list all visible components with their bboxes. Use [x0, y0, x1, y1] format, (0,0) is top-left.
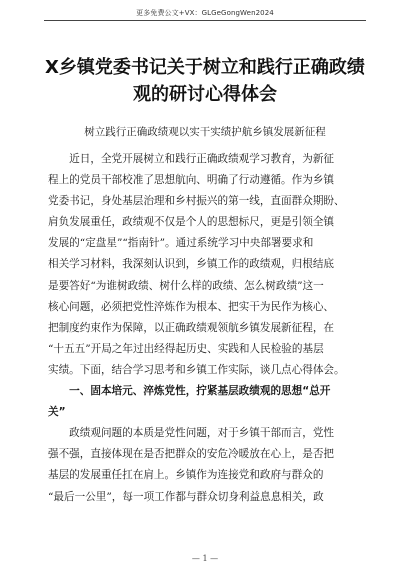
body-text-line: 实绩。下面，结合学习思考和乡镇工作实际，谈几点心得体会。: [48, 363, 345, 376]
document-title: [44, 54, 366, 108]
body-text-line: 强不强，直接体现在是否把群众的安危冷暖放在心上，是否把: [48, 448, 335, 461]
body-text-line: “最后一公里”，每一项工作都与群众切身利益息息相关，政: [48, 490, 324, 503]
body-text-line: 党委书记，身处基层治理和乡村振兴的第一线，直面群众期盼、: [48, 195, 345, 208]
body-text-line: 相关学习材料，我深刻认识到，乡镇工作的政绩观，归根结底: [48, 258, 335, 271]
title-line: 观的研讨心得体会: [133, 84, 277, 105]
section-heading-line: 关”: [48, 406, 66, 419]
section-heading-line: 一、固本培元、淬炼党性，拧紧基层政绩观的思想“总开: [48, 385, 331, 398]
page-number: — 1 —: [191, 554, 219, 563]
body-text-line: 把制度约束作为保障，以正确政绩观领航乡镇发展新征程，在: [48, 321, 335, 334]
header-note: 更多免费公文+VX：GLGeGongWen2024: [136, 9, 274, 17]
body-text-line: 近日，全党开展树立和践行正确政绩观学习教育，为新征: [48, 153, 335, 165]
body-text-line: 肩负发展重任，政绩观不仅是个人的思想标尺，更是引领全镇: [48, 216, 335, 229]
body-text-line: 政绩观问题的本质是党性问题，对于乡镇干部而言，党性: [48, 427, 335, 440]
body-text-line: 核心问题，必须把党性淬炼作为根本、把实干为民作为核心、: [48, 300, 335, 313]
body-text-line: 发展的“定盘星”“指南针”。通过系统学习中央部署要求和: [48, 237, 314, 250]
document-subtitle: 树立践行正确政绩观以实干实绩护航乡镇发展新征程: [84, 126, 326, 138]
body-text-line: 程上的党员干部校准了思想航向、明确了行动遵循。作为乡镇: [48, 174, 335, 187]
document-body: [48, 149, 364, 508]
body-text-line: 是要答好“为谁树政绩、树什么样的政绩、怎么树政绩”这一: [48, 279, 324, 292]
body-text-line: 基层的发展重任扛在肩上。乡镇作为连接党和政府与群众的: [48, 469, 324, 482]
body-text-line: “十五五”开局之年过出经得起历史、实践和人民检验的基层: [48, 342, 324, 355]
title-line: X乡镇党委书记关于树立和践行正确政绩: [45, 57, 365, 78]
header-divider: [44, 20, 366, 21]
